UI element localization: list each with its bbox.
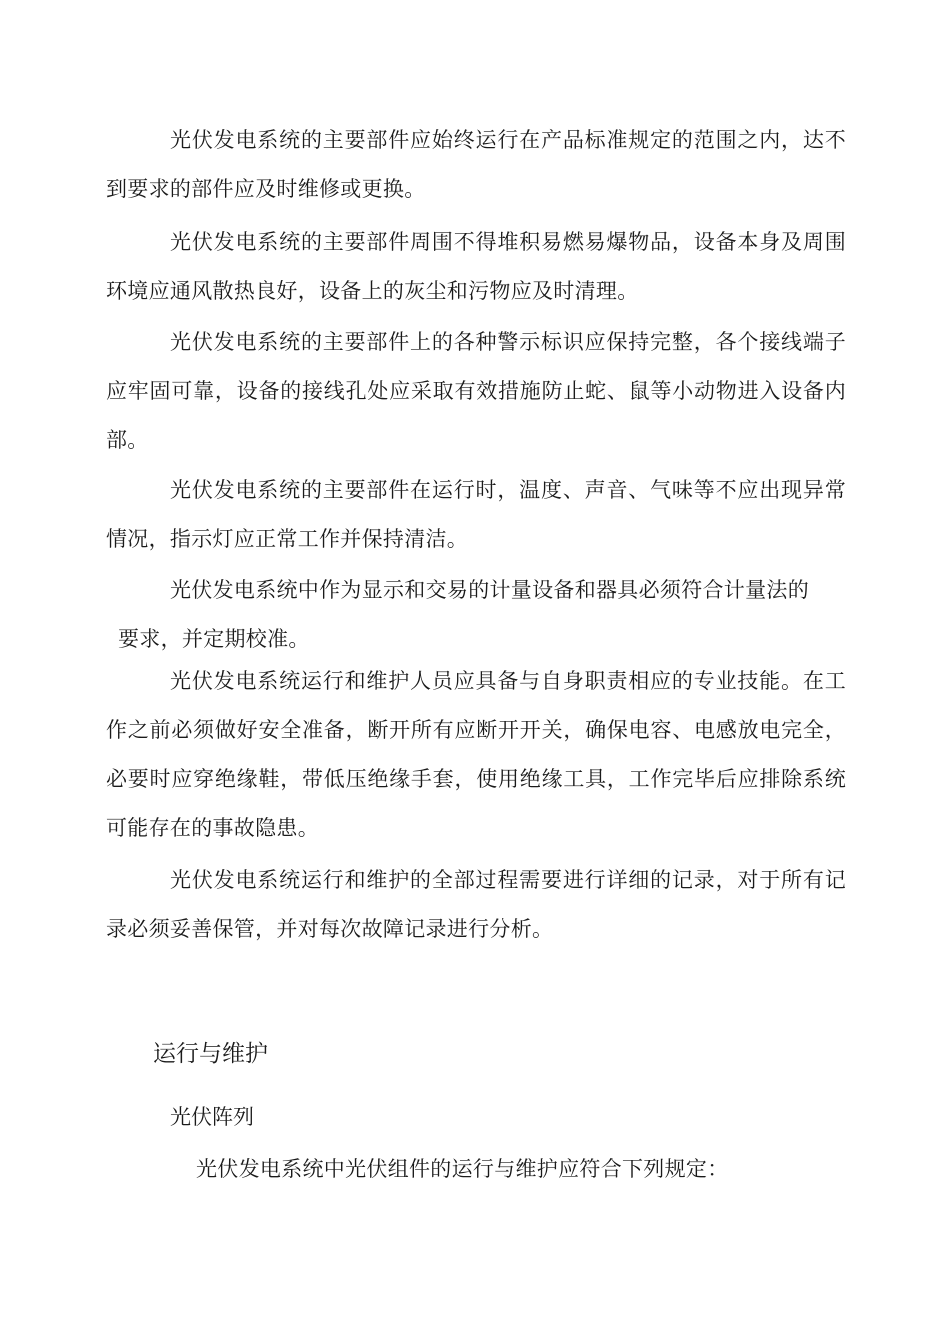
paragraph-records: 光伏发电系统运行和维护的全部过程需要进行详细的记录，对于所有记录必须妥善保管，并对每次故障记录进行分析。: [106, 868, 846, 941]
intro-text: 光伏发电系统中光伏组件的运行与维护应符合下列规定：: [196, 1157, 729, 1181]
metering-line-2: 要求，并定期校准。: [118, 627, 310, 651]
paragraph-metering: [106, 566, 846, 664]
paragraph-staff-safety: 光伏发电系统运行和维护人员应具备与自身职责相应的专业技能。在工作之前必须做好安全准备，断开所有应断开开关，确保电容、电感放电完全，必要时应穿绝缘鞋，带低压绝缘手套，使用绝缘工具，工作完毕后应排除系统可能存在的事故隐患。: [106, 669, 846, 840]
paragraph-warning-labels: 光伏发电系统的主要部件上的各种警示标识应保持完整，各个接线端子应牢固可靠，设备的接线孔处应采取有效措施防止蛇、鼠等小动物进入设备内部。: [106, 330, 846, 452]
section-heading: 运行与维护: [153, 1041, 268, 1067]
paragraph-component-range: 光伏发电系统的主要部件应始终运行在产品标准规定的范围之内，达不到要求的部件应及时维修或更换。: [106, 128, 846, 201]
subsection-heading: 光伏阵列: [170, 1105, 254, 1129]
paragraph-operating-conditions: 光伏发电系统的主要部件在运行时，温度、声音、气味等不应出现异常情况，指示灯应正常工作并保持清洁。: [106, 478, 846, 551]
paragraph-flammables-ventilation: 光伏发电系统的主要部件周围不得堆积易燃易爆物品，设备本身及周围环境应通风散热良好，设备上的灰尘和污物应及时清理。: [106, 230, 846, 303]
metering-line-1: 光伏发电系统中作为显示和交易的计量设备和器具必须符合计量法的: [170, 578, 809, 602]
